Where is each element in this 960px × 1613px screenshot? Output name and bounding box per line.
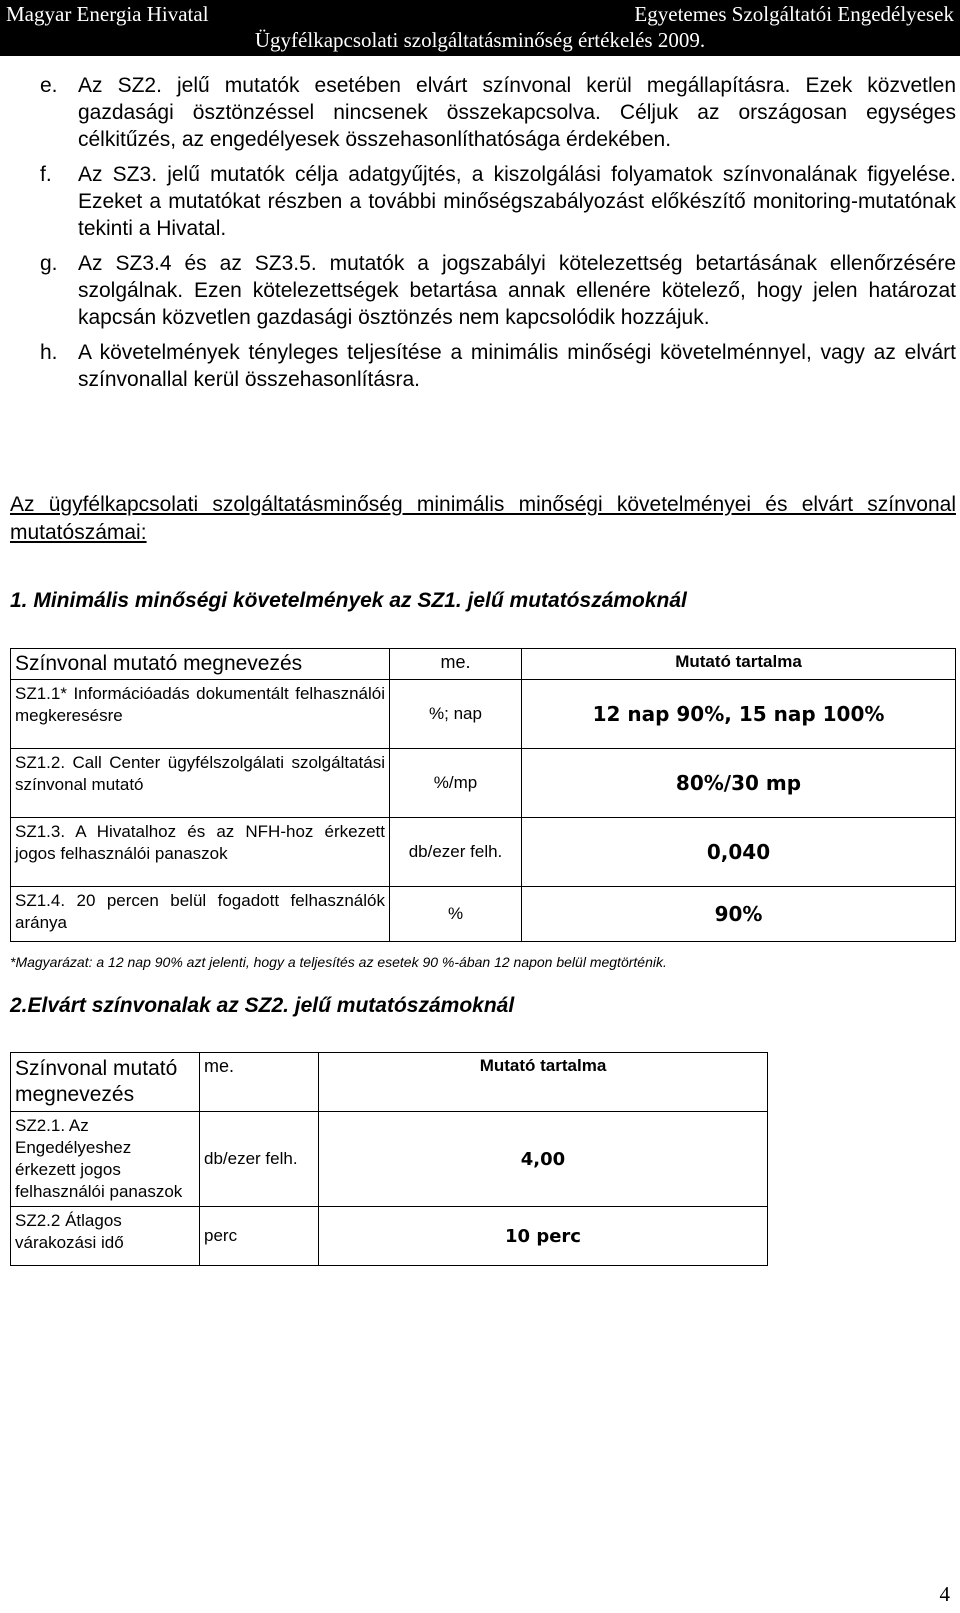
header-right: Egyetemes Szolgáltatói Engedélyesek bbox=[634, 2, 954, 26]
indicator-unit: % bbox=[390, 887, 522, 942]
paragraph-list bbox=[40, 72, 956, 393]
column-header: Színvonal mutató megnevezés bbox=[11, 1053, 200, 1112]
indicator-unit: db/ezer felh. bbox=[200, 1112, 319, 1207]
expected-levels-table bbox=[10, 1052, 768, 1266]
indicator-name: SZ2.2 Átlagos várakozási idő bbox=[11, 1207, 200, 1266]
table-row bbox=[11, 887, 956, 942]
section-title: Az ügyfélkapcsolati szolgáltatásminőség minimális minőségi követelményei és elvárt színvonal mutatószámai: bbox=[10, 493, 956, 544]
table-header-row bbox=[11, 649, 956, 680]
paragraph-f bbox=[40, 161, 956, 242]
indicator-name: SZ1.4. 20 percen belül fogadott felhasználók aránya bbox=[11, 887, 390, 942]
table2-heading: 2.Elvárt színvonalak az SZ2. jelű mutatószámoknál bbox=[10, 994, 515, 1017]
table-row bbox=[11, 680, 956, 749]
column-header: Mutató tartalma bbox=[319, 1053, 768, 1112]
paragraph-label: e. bbox=[40, 74, 58, 97]
header-left: Magyar Energia Hivatal bbox=[6, 2, 209, 26]
table-row bbox=[11, 818, 956, 887]
column-header: me. bbox=[200, 1053, 319, 1112]
indicator-value: 12 nap 90%, 15 nap 100% bbox=[522, 680, 956, 749]
table1-note: *Magyarázat: a 12 nap 90% azt jelenti, hogy a teljesítés az esetek 90 %-ában 12 napon belül megtörténik. bbox=[10, 954, 667, 970]
indicator-value: 0,040 bbox=[522, 818, 956, 887]
indicator-name: SZ2.1. Az Engedélyeshez érkezett jogos felhasználói panaszok bbox=[11, 1112, 200, 1207]
indicator-value: 10 perc bbox=[319, 1207, 768, 1266]
column-header: Mutató tartalma bbox=[522, 649, 956, 680]
header-center: Ügyfélkapcsolati szolgáltatásminőség értékelés 2009. bbox=[254, 28, 706, 52]
indicator-name: SZ1.1* Információadás dokumentált felhasználói megkeresésre bbox=[11, 680, 390, 749]
paragraph-text: Az SZ2. jelű mutatók esetében elvárt színvonal kerül megállapításra. Ezek közvetlen gazdasági ösztönzéssel nincsenek összekapcsolva. Céljuk az országosan egységes célkitűzés, az engedélyesek összehasonlíthatósága érdekében. bbox=[78, 74, 956, 151]
table1-heading: 1. Minimális minőségi követelmények az SZ1. jelű mutatószámoknál bbox=[10, 589, 687, 612]
paragraph-text: A követelmények tényleges teljesítése a minimális minőségi követelménnyel, vagy az elvárt színvonallal kerül összehasonlításra. bbox=[78, 341, 956, 391]
indicator-value: 4,00 bbox=[319, 1112, 768, 1207]
paragraph-e bbox=[40, 72, 956, 153]
indicator-unit: db/ezer felh. bbox=[390, 818, 522, 887]
table-row bbox=[11, 749, 956, 818]
indicator-value: 80%/30 mp bbox=[522, 749, 956, 818]
column-header: Színvonal mutató megnevezés bbox=[11, 649, 390, 680]
column-header: me. bbox=[390, 649, 522, 680]
indicator-unit: %; nap bbox=[390, 680, 522, 749]
paragraph-text: Az SZ3. jelű mutatók célja adatgyűjtés, a kiszolgálási folyamatok színvonalának figyelése. Ezeket a mutatókat részben a további minőségszabályozást előkészítő monitoring-mutatónak tekinti a Hivatal. bbox=[78, 163, 956, 240]
table-row bbox=[11, 1112, 768, 1207]
indicator-unit: perc bbox=[200, 1207, 319, 1266]
table-row bbox=[11, 1207, 768, 1266]
indicator-value: 90% bbox=[522, 887, 956, 942]
paragraph-label: g. bbox=[40, 252, 58, 275]
paragraph-label: h. bbox=[40, 341, 58, 364]
paragraph-label: f. bbox=[40, 163, 52, 186]
paragraph-h bbox=[40, 339, 956, 393]
indicator-name: SZ1.2. Call Center ügyfélszolgálati szolgáltatási színvonal mutató bbox=[11, 749, 390, 818]
indicator-name: SZ1.3. A Hivatalhoz és az NFH-hoz érkezett jogos felhasználói panaszok bbox=[11, 818, 390, 887]
paragraph-g bbox=[40, 250, 956, 331]
paragraph-text: Az SZ3.4 és az SZ3.5. mutatók a jogszabályi kötelezettség betartásának ellenőrzésére szolgálnak. Ezen kötelezettségek betartása annak ellenére kötelező, hogy jelen határozat kapcsán közvetlen gazdasági ösztönzés nem kapcsolódik hozzájuk. bbox=[78, 252, 956, 329]
page-header bbox=[0, 0, 960, 56]
min-requirements-table bbox=[10, 648, 956, 942]
indicator-unit: %/mp bbox=[390, 749, 522, 818]
table-header-row bbox=[11, 1053, 768, 1112]
page-number: 4 bbox=[939, 1582, 950, 1606]
